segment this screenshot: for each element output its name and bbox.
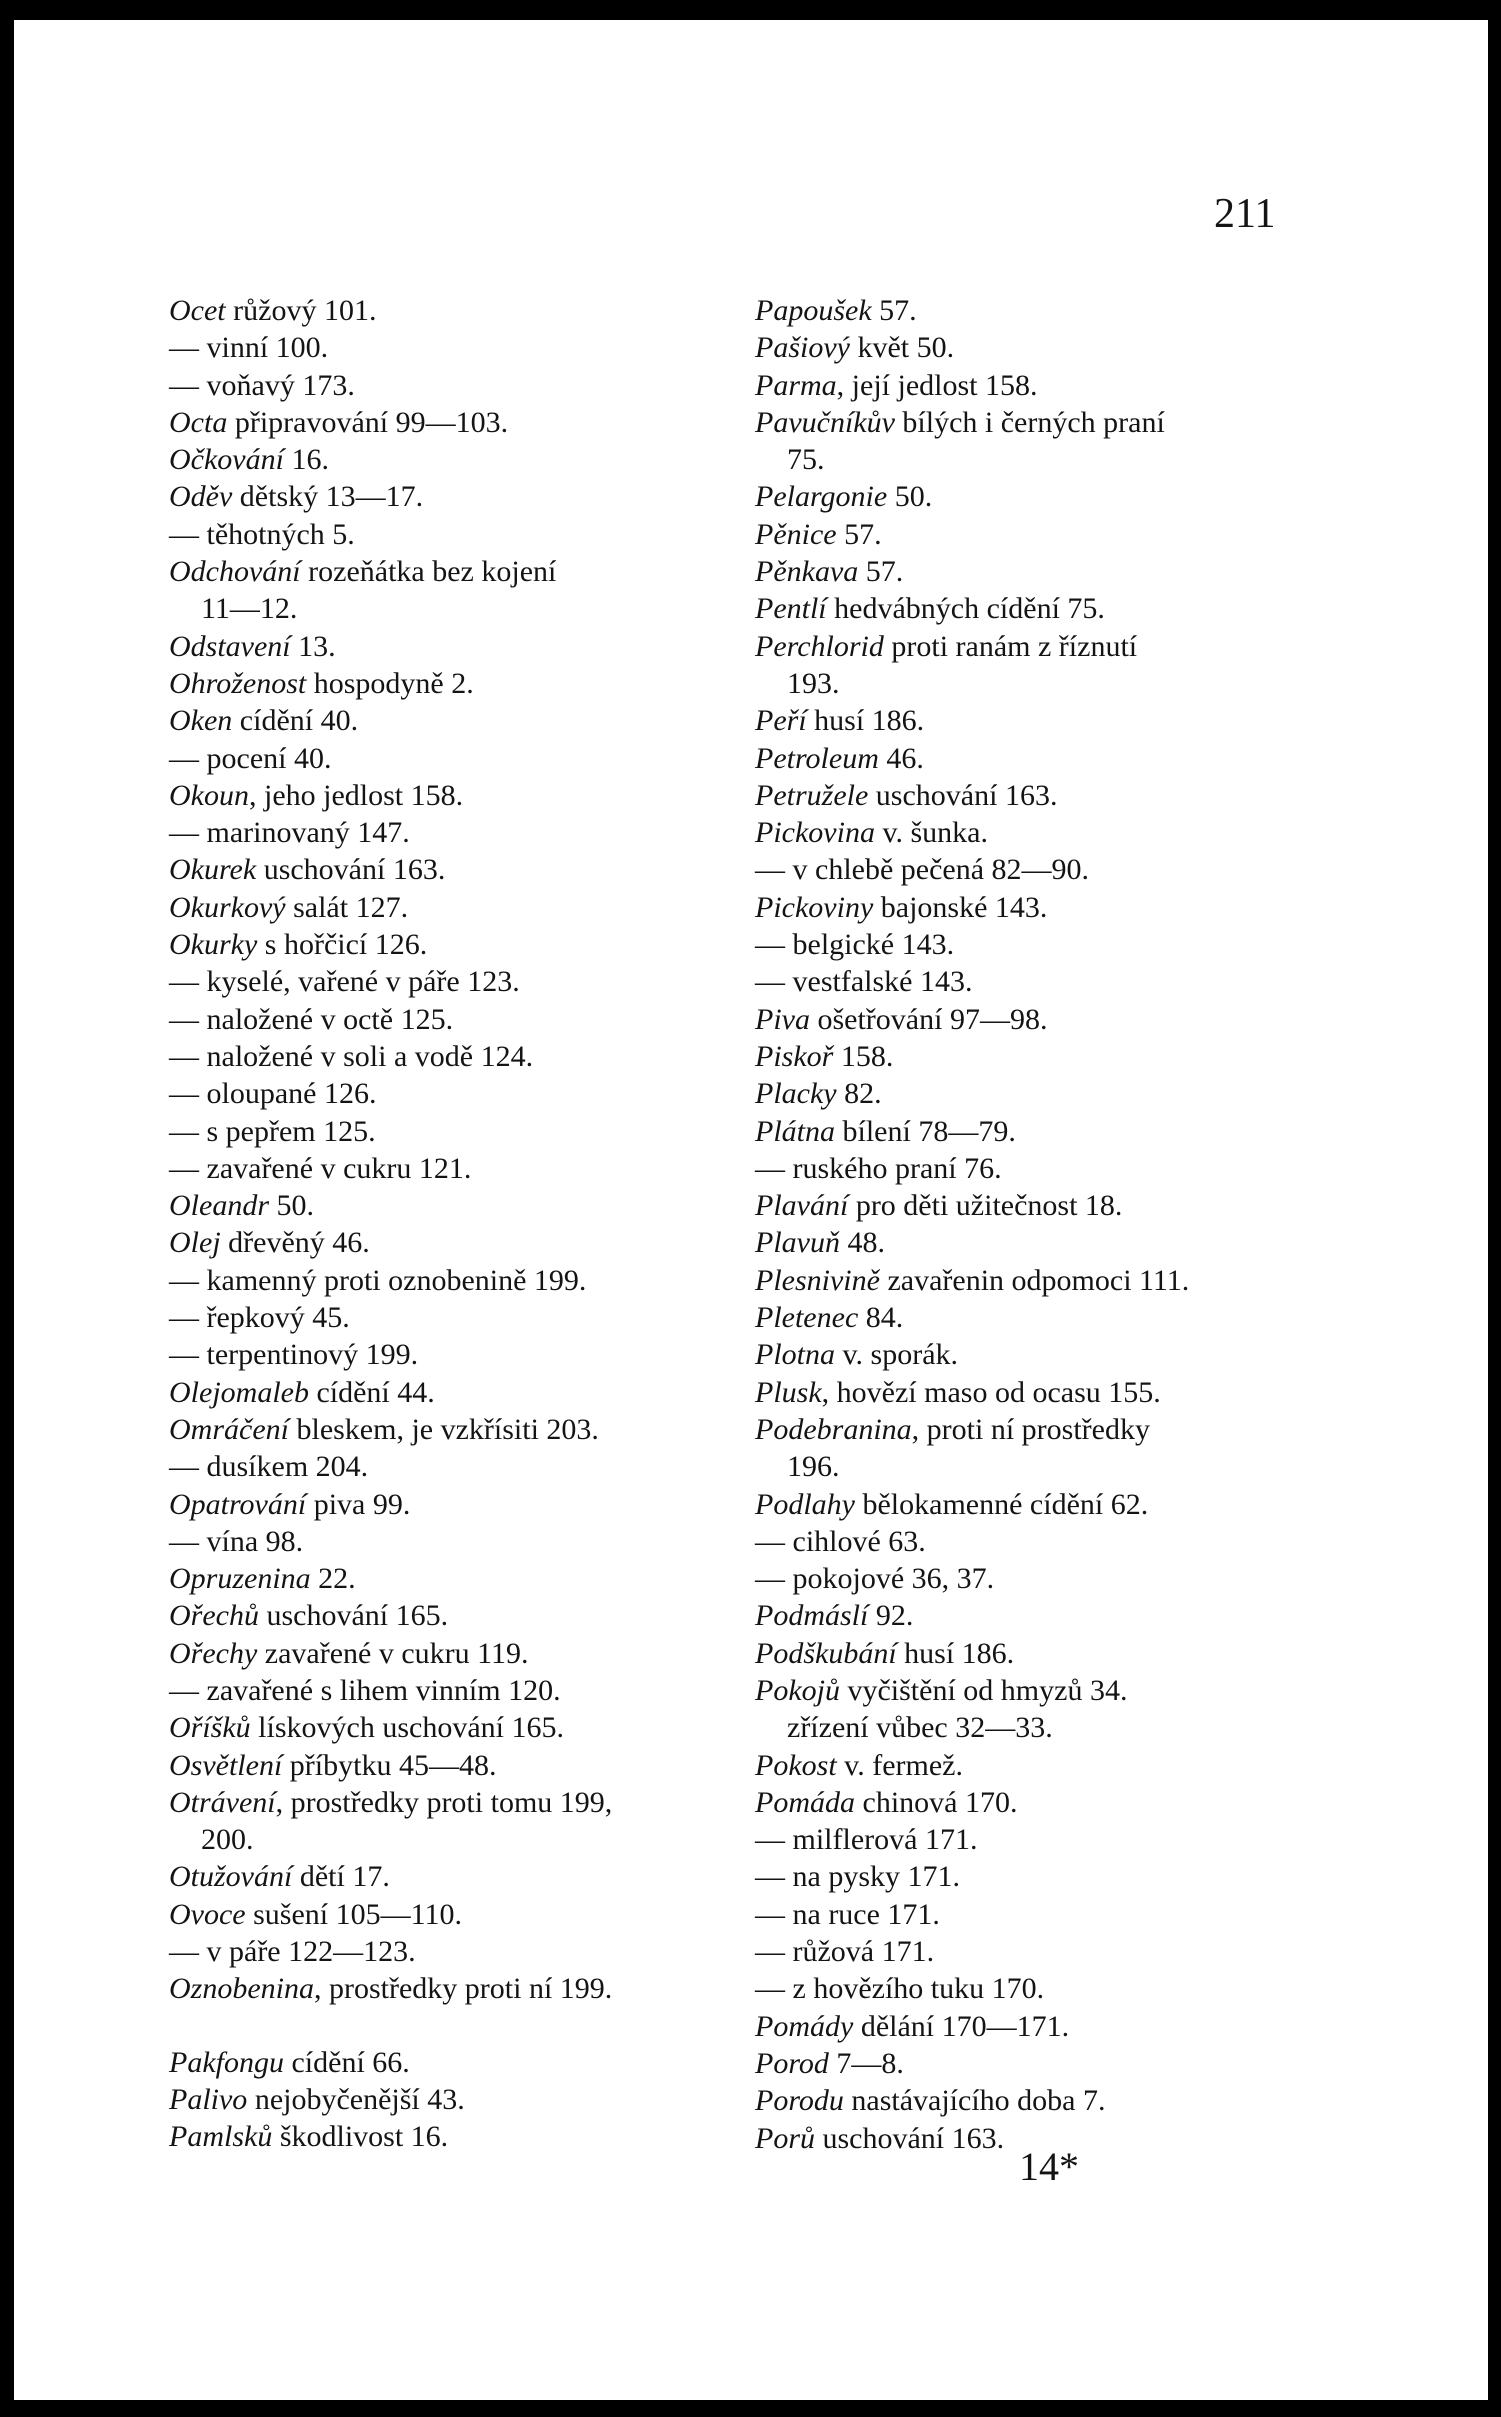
index-entry: [169, 1150, 729, 1187]
index-entry: [169, 814, 729, 851]
index-entry-text: — marinovaný 147.: [169, 816, 410, 850]
index-keyword: Odchování: [169, 555, 301, 589]
index-entry-text: 200.: [201, 1823, 254, 1857]
index-entry: [755, 1411, 1305, 1448]
index-keyword: Oděv: [169, 480, 233, 514]
index-entry-text: v. šunka.: [874, 816, 988, 850]
index-keyword: Pašiový: [755, 331, 850, 365]
index-entry-text: — naložené v octě 125.: [169, 1002, 454, 1036]
index-entry: [169, 1486, 729, 1523]
index-entry-text: — belgické 143.: [755, 928, 955, 962]
index-keyword: Otužování: [169, 1860, 293, 1894]
index-entry-text: uschování 163.: [256, 853, 446, 887]
index-keyword: Ořechů: [169, 1599, 259, 1633]
index-entry: [169, 665, 729, 702]
index-keyword: Ohroženost: [169, 666, 307, 700]
index-entry-text: — milflerová 171.: [755, 1823, 978, 1857]
index-entry: [755, 1299, 1305, 1336]
index-entry-text: 57.: [871, 294, 917, 327]
index-keyword: Pěnice: [755, 517, 837, 551]
index-keyword: Petružele: [755, 778, 869, 812]
index-entry: [755, 1970, 1305, 2007]
index-keyword: Porů: [755, 2121, 815, 2155]
index-entry: [169, 516, 729, 553]
index-entry-text: proti ranám z říznutí: [883, 629, 1138, 663]
index-entry: [169, 1075, 729, 1112]
index-entry: [755, 1262, 1305, 1299]
index-entry: [169, 1970, 729, 2007]
index-entry: [755, 2082, 1305, 2119]
index-entry-text: uschování 163.: [868, 778, 1058, 812]
index-entry: [755, 1933, 1305, 1970]
index-entry-text: — v chlebě pečená 82—90.: [755, 853, 1090, 887]
index-entry-text: pro děti užitečnost 18.: [848, 1189, 1123, 1223]
index-entry: [169, 553, 729, 590]
index-entry: [169, 1784, 729, 1821]
index-entry: [755, 1113, 1305, 1150]
index-entry-text: husí 186.: [896, 1636, 1015, 1670]
index-keyword: Omráčení: [169, 1412, 289, 1446]
index-entry: [755, 292, 1305, 329]
index-entry: [169, 2081, 729, 2118]
index-keyword: Pokojů: [755, 1673, 840, 1707]
index-entry-text: — růžová 171.: [755, 1935, 935, 1969]
index-entry-text: cídění 66.: [283, 2045, 410, 2079]
index-keyword: Pickoviny: [755, 890, 874, 924]
index-keyword: Opatrování: [169, 1487, 307, 1521]
index-entry-text: 16.: [283, 443, 329, 477]
index-entry-text: — ruského praní 76.: [755, 1151, 1002, 1185]
index-entry-text: — zavařené v cukru 121.: [169, 1151, 472, 1185]
index-keyword: Podškubání: [755, 1636, 897, 1670]
index-entry: [755, 1709, 1305, 1746]
index-keyword: Pamlsků: [169, 2120, 273, 2154]
index-keyword: Oříšků: [169, 1711, 251, 1745]
index-keyword: Peří: [755, 704, 807, 738]
index-entry-text: — z hovězího tuku 170.: [755, 1972, 1045, 2006]
index-entry: [755, 1560, 1305, 1597]
index-entry-text: 75.: [787, 443, 825, 477]
index-entry-text: — řepkový 45.: [169, 1301, 350, 1335]
index-entry: [755, 1001, 1305, 1038]
index-entry-text: — oloupané 126.: [169, 1077, 377, 1111]
index-entry-text: zavařenin odpomoci 111.: [879, 1263, 1190, 1297]
index-entry: [755, 1038, 1305, 1075]
index-entry: [755, 1150, 1305, 1187]
index-entry-text: — vinní 100.: [169, 331, 329, 365]
index-entry: [169, 1821, 729, 1858]
index-entry-text: 7—8.: [828, 2046, 904, 2080]
index-keyword: Plusk: [755, 1375, 822, 1409]
index-entry: [755, 1448, 1305, 1485]
index-entry-text: dětský 13—17.: [232, 480, 424, 514]
index-entry-text: 13.: [290, 629, 336, 663]
index-keyword: Podmáslí: [755, 1599, 869, 1633]
index-entry-text: 82.: [836, 1077, 882, 1111]
index-keyword: Octa: [169, 405, 228, 439]
index-entry: [169, 1113, 729, 1150]
index-entry-text: 92.: [868, 1599, 914, 1633]
index-entry: [755, 516, 1305, 553]
index-entry: [169, 1597, 729, 1634]
index-entry-text: v. sporák.: [835, 1338, 959, 1372]
index-entry-text: bajonské 143.: [873, 890, 1048, 924]
index-entry: [169, 1672, 729, 1709]
index-keyword: Papoušek: [755, 294, 872, 327]
index-entry-text: cídění 44.: [308, 1375, 435, 1409]
index-entry-text: ošetřování 97—98.: [809, 1002, 1048, 1036]
index-entry: [169, 590, 729, 627]
index-entry-text: — na pysky 171.: [755, 1860, 960, 1894]
index-entry-text: — vína 98.: [169, 1524, 304, 1558]
index-keyword: Perchlorid: [755, 629, 884, 663]
index-entry-text: uschování 163.: [815, 2121, 1005, 2155]
index-entry-text: v. fermež.: [836, 1748, 963, 1782]
index-keyword: Pletenec: [755, 1301, 859, 1335]
index-entry: [755, 628, 1305, 665]
index-entry: [169, 926, 729, 963]
index-entry: [755, 889, 1305, 926]
index-entry-text: bělokamenné cídění 62.: [854, 1487, 1149, 1521]
index-entry-text: vyčištění od hmyzů 34.: [839, 1673, 1128, 1707]
index-entry-text: bílých i černých praní: [894, 405, 1165, 439]
index-keyword: Plátna: [755, 1114, 835, 1148]
index-entry: [169, 889, 729, 926]
index-entry: [755, 1187, 1305, 1224]
index-entry-text: dělání 170—171.: [853, 2009, 1070, 2043]
index-keyword: Petroleum: [755, 741, 879, 775]
index-entry: [755, 329, 1305, 366]
index-entry-text: 196.: [787, 1450, 840, 1484]
index-entry: [169, 1411, 729, 1448]
index-entry: [755, 1224, 1305, 1261]
index-entry-text: s hořčicí 126.: [257, 928, 428, 962]
index-entry: [755, 1486, 1305, 1523]
index-entry-text: , její jedlost 158.: [836, 368, 1038, 402]
index-entry: [755, 1597, 1305, 1634]
index-entry-text: 50.: [887, 480, 933, 514]
index-column-right: [755, 292, 1305, 2157]
index-column-left: [169, 292, 729, 2156]
index-keyword: Plavuň: [755, 1226, 840, 1260]
index-entry-text: 84.: [858, 1301, 904, 1335]
index-entry-text: 46.: [878, 741, 924, 775]
index-entry-text: bleskem, je vzkřísiti 203.: [288, 1412, 599, 1446]
index-entry-text: zavařené v cukru 119.: [257, 1636, 529, 1670]
index-keyword: Podebranina: [755, 1412, 912, 1446]
index-entry-text: nejobyčenější 43.: [247, 2082, 465, 2116]
index-keyword: Okurkový: [169, 890, 286, 924]
index-entry: [169, 1299, 729, 1336]
index-keyword: Pentlí: [755, 592, 827, 626]
index-entry-text: — zavařené s lihem vinním 120.: [169, 1673, 561, 1707]
index-entry-text: — kyselé, vařené v páře 123.: [169, 965, 520, 999]
index-entry-text: květ 50.: [849, 331, 955, 365]
index-keyword: Plavání: [755, 1189, 849, 1223]
index-entry: [755, 1858, 1305, 1895]
index-entry-text: 50.: [269, 1189, 314, 1223]
index-entry: [755, 814, 1305, 851]
index-entry: [169, 777, 729, 814]
index-entry: [169, 963, 729, 1000]
index-keyword: Ořechy: [169, 1636, 258, 1670]
index-entry: [169, 367, 729, 404]
index-entry: [169, 628, 729, 665]
index-entry-text: chinová 170.: [855, 1785, 1018, 1819]
index-entry-text: připravování 99—103.: [227, 405, 509, 439]
index-keyword: Oken: [169, 704, 233, 738]
index-entry: [755, 1336, 1305, 1373]
index-keyword: Okurky: [169, 928, 258, 962]
index-keyword: Placky: [755, 1077, 837, 1111]
index-entry-text: zřízení vůbec 32—33.: [787, 1711, 1053, 1745]
index-keyword: Pomády: [755, 2009, 854, 2043]
index-entry-text: růžový 101.: [225, 294, 377, 327]
index-entry: [169, 702, 729, 739]
index-entry-text: rozeňátka bez kojení: [300, 555, 557, 589]
index-keyword: Očkování: [169, 443, 284, 477]
index-entry-text: — naložené v soli a vodě 124.: [169, 1039, 534, 1073]
index-keyword: Plesnivině: [755, 1263, 880, 1297]
index-entry: [755, 1784, 1305, 1821]
index-keyword: Okurek: [169, 853, 257, 887]
index-keyword: Pěnkava: [755, 555, 859, 589]
index-keyword: Parma: [755, 368, 837, 402]
index-entry: [169, 441, 729, 478]
index-entry: [169, 740, 729, 777]
index-keyword: Piskoř: [755, 1039, 834, 1073]
index-entry: [169, 2044, 729, 2081]
index-entry-text: salát 127.: [285, 890, 409, 924]
index-entry-text: piva 99.: [306, 1487, 411, 1521]
index-entry: [755, 553, 1305, 590]
index-keyword: Pickovina: [755, 816, 875, 850]
index-entry-text: , proti ní prostředky: [911, 1412, 1150, 1446]
index-keyword: Olej: [169, 1226, 221, 1260]
index-entry: [755, 1747, 1305, 1784]
index-entry: [169, 1858, 729, 1895]
index-entry-text: — cihlové 63.: [755, 1524, 926, 1558]
index-entry-text: uschování 165.: [258, 1599, 449, 1633]
index-entry-text: husí 186.: [806, 704, 925, 738]
index-entry-text: — pokojové 36, 37.: [755, 1562, 995, 1596]
index-entry-text: — kamenný proti oznobenině 199.: [169, 1263, 587, 1297]
index-keyword: Oleandr: [169, 1189, 269, 1223]
index-entry-text: nastávajícího doba 7.: [843, 2084, 1106, 2118]
index-entry: [755, 404, 1305, 441]
index-entry-text: dřevěný 46.: [220, 1226, 370, 1260]
index-entry-text: dětí 17.: [292, 1860, 390, 1894]
index-entry: [755, 1523, 1305, 1560]
index-keyword: Okoun: [169, 778, 249, 812]
index-entry-text: škodlivost 16.: [272, 2120, 449, 2154]
index-entry-text: — vestfalské 143.: [755, 965, 973, 999]
page-number: 211: [1214, 191, 1276, 237]
index-entry: [755, 590, 1305, 627]
index-entry-text: 57.: [858, 555, 904, 589]
index-entry-text: 158.: [833, 1039, 894, 1073]
index-keyword: Podlahy: [755, 1487, 855, 1521]
index-entry: [169, 329, 729, 366]
index-entry: [169, 1336, 729, 1373]
index-entry: [755, 926, 1305, 963]
index-entry-text: hedvábných cídění 75.: [826, 592, 1105, 626]
index-entry: [755, 1672, 1305, 1709]
index-entry: [169, 1038, 729, 1075]
index-entry-text: 193.: [787, 666, 840, 700]
index-entry: [169, 1896, 729, 1933]
index-entry: [755, 702, 1305, 739]
index-entry: [169, 1523, 729, 1560]
index-keyword: Opruzenina: [169, 1562, 311, 1596]
index-entry: [169, 1560, 729, 1597]
index-entry: [755, 1075, 1305, 1112]
index-entry: [755, 441, 1305, 478]
index-entry-text: lískových uschování 165.: [250, 1711, 564, 1745]
index-entry: [755, 851, 1305, 888]
index-entry: [169, 1709, 729, 1746]
index-entry-text: , jeho jedlost 158.: [248, 778, 464, 812]
index-entry-text: sušení 105—110.: [245, 1897, 463, 1931]
index-entry: [755, 2045, 1305, 2082]
index-entry: [169, 404, 729, 441]
index-keyword: Pakfongu: [169, 2045, 284, 2079]
index-entry: [169, 478, 729, 515]
index-entry: [755, 1896, 1305, 1933]
index-entry-text: — terpentinový 199.: [169, 1338, 419, 1372]
index-keyword: Osvětlení: [169, 1748, 283, 1782]
index-page: [14, 20, 1488, 2400]
index-entry: [169, 1187, 729, 1224]
index-keyword: Oznobenina: [169, 1972, 314, 2006]
index-keyword: Porodu: [755, 2084, 844, 2118]
index-entry-text: 57.: [836, 517, 882, 551]
index-keyword: Ovoce: [169, 1897, 246, 1931]
index-keyword: Olejomaleb: [169, 1375, 309, 1409]
index-entry: [169, 1747, 729, 1784]
index-entry-text: 11—12.: [201, 592, 298, 626]
index-entry-text: 22.: [310, 1562, 356, 1596]
index-entry: [169, 1635, 729, 1672]
index-entry-text: příbytku 45—48.: [282, 1748, 497, 1782]
index-entry: [755, 963, 1305, 1000]
index-entry-text: — dusíkem 204.: [169, 1450, 369, 1484]
index-entry: [169, 2118, 729, 2155]
index-entry-text: — pocení 40.: [169, 741, 332, 775]
index-entry: [169, 1374, 729, 1411]
printer-signature-mark: 14*: [1019, 2144, 1079, 2189]
index-entry: [169, 292, 729, 329]
index-entry: [755, 1374, 1305, 1411]
index-entry-text: bílení 78—79.: [835, 1114, 1016, 1148]
index-entry-text: , prostředky proti tomu 199,: [275, 1785, 613, 1819]
index-entry: [169, 1224, 729, 1261]
index-entry: [755, 2008, 1305, 2045]
index-keyword: Plotna: [755, 1338, 835, 1372]
index-entry-text: , prostředky proti ní 199.: [314, 1972, 613, 2006]
index-entry: [169, 1001, 729, 1038]
index-entry-text: — s pepřem 125.: [169, 1114, 376, 1148]
index-entry-text: cídění 40.: [232, 704, 359, 738]
index-keyword: Ocet: [169, 294, 226, 327]
index-entry-text: 48.: [839, 1226, 885, 1260]
index-keyword: Pokost: [755, 1748, 837, 1782]
index-keyword: Pelargonie: [755, 480, 888, 514]
index-entry-text: — v páře 122—123.: [169, 1935, 416, 1969]
index-entry: [755, 1635, 1305, 1672]
index-entry-text: hospodyně 2.: [306, 666, 474, 700]
index-keyword: Otrávení: [169, 1785, 276, 1819]
index-entry-text: — na ruce 171.: [755, 1897, 940, 1931]
index-keyword: Piva: [755, 1002, 810, 1036]
index-keyword: Porod: [755, 2046, 829, 2080]
index-entry: [755, 367, 1305, 404]
index-keyword: Odstavení: [169, 629, 291, 663]
index-entry-text: — těhotných 5.: [169, 517, 355, 551]
index-entry: [755, 740, 1305, 777]
index-keyword: Palivo: [169, 2082, 248, 2116]
index-entry-text: — voňavý 173.: [169, 368, 355, 402]
index-entry: [169, 1448, 729, 1485]
index-entry: [169, 1933, 729, 1970]
index-entry-text: , hovězí maso od ocasu 155.: [821, 1375, 1161, 1409]
index-entry: [169, 1262, 729, 1299]
index-keyword: Pavučníkův: [755, 405, 895, 439]
index-entry: [755, 777, 1305, 814]
index-entry: [755, 665, 1305, 702]
index-keyword: Pomáda: [755, 1785, 855, 1819]
index-entry: [169, 851, 729, 888]
index-entry: [755, 478, 1305, 515]
index-entry: [755, 1821, 1305, 1858]
